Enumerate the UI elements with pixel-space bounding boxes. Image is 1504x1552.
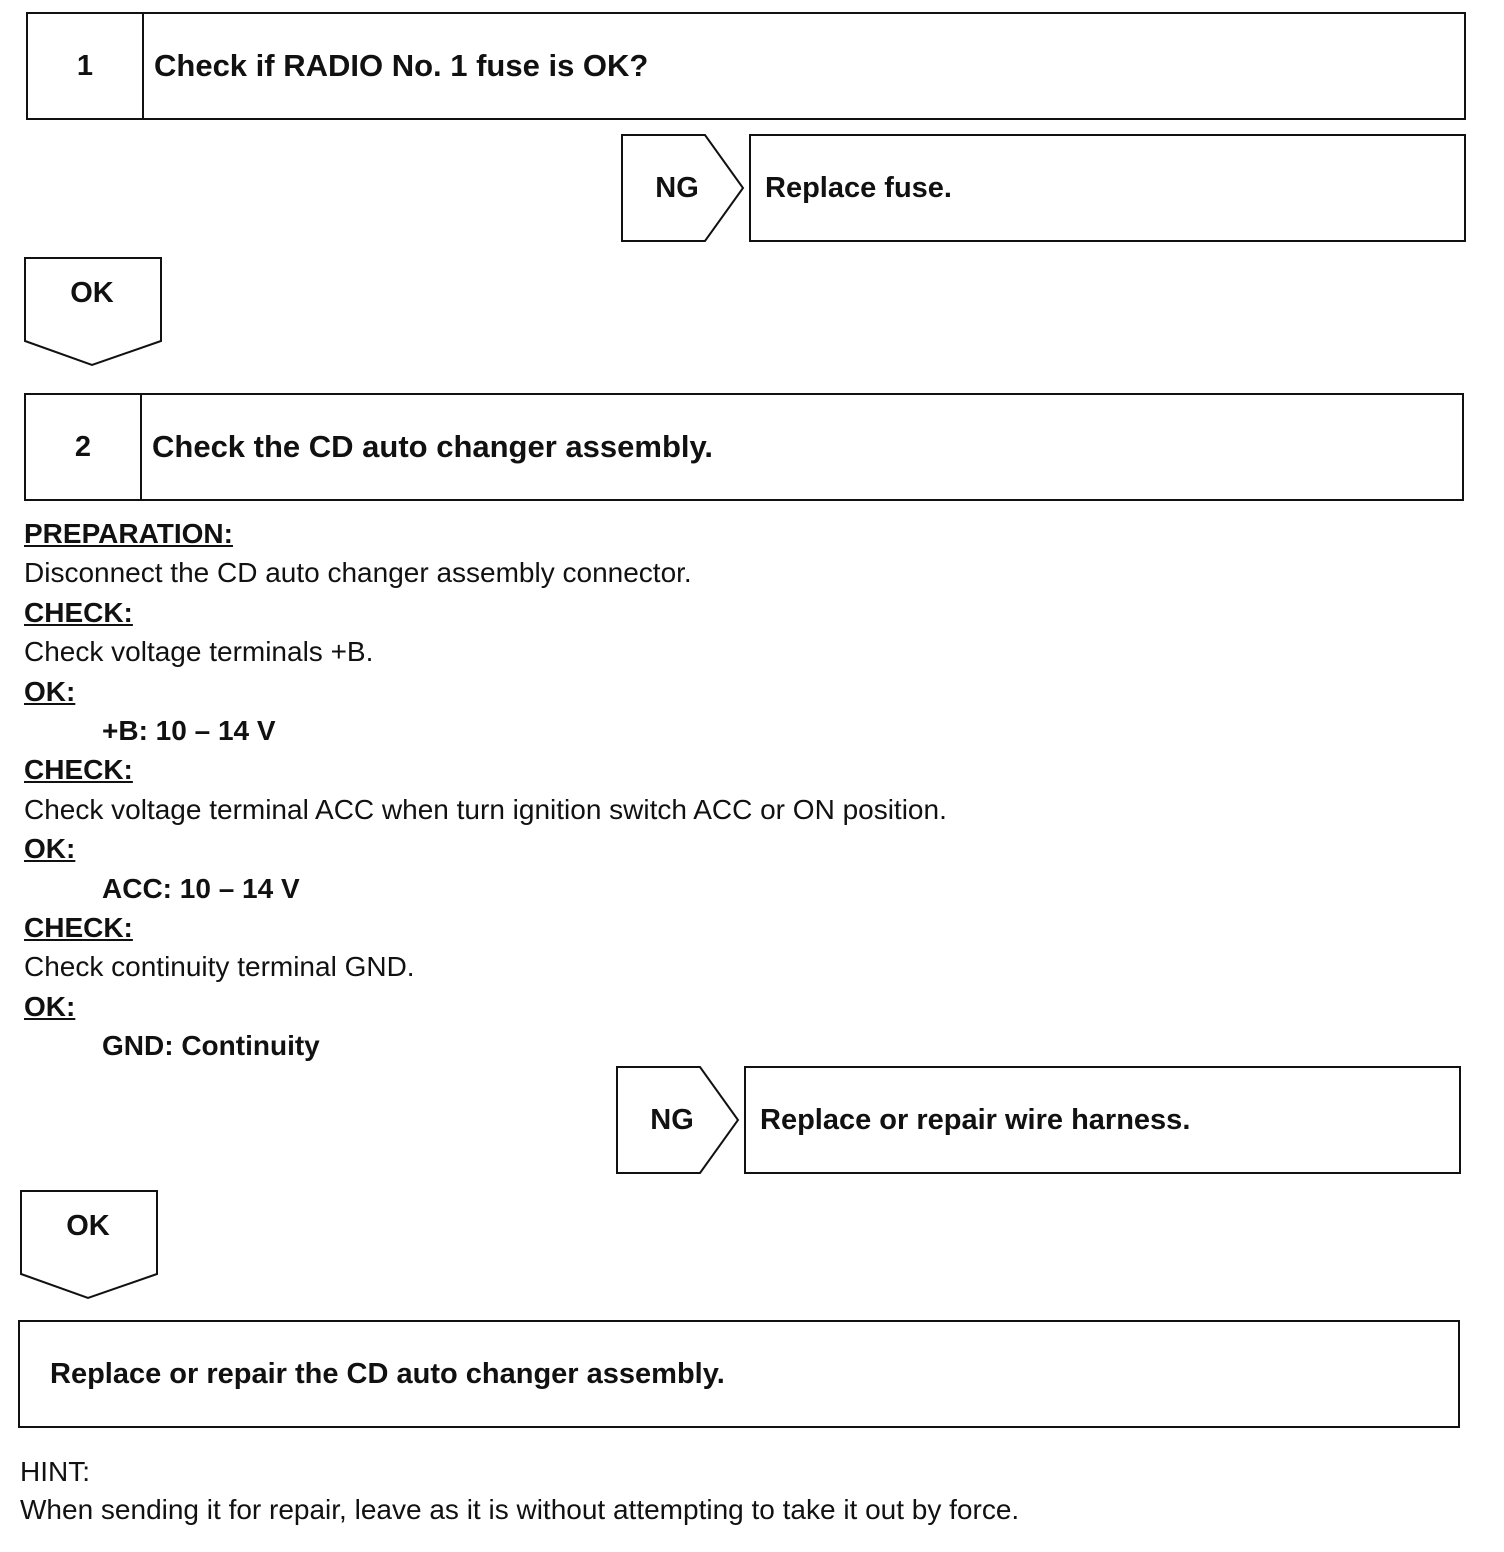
step-1-box bbox=[26, 12, 1466, 120]
ok-heading: OK: bbox=[24, 675, 76, 707]
hint-text: When sending it for repair, leave as it is without attempting to take it out by force. bbox=[20, 1494, 1020, 1525]
check-text: Check continuity terminal GND. bbox=[24, 951, 415, 983]
step-1-ok-label: OK bbox=[70, 277, 114, 309]
ok-arrow-icon bbox=[20, 1190, 160, 1300]
step-2-ng-tag bbox=[616, 1066, 740, 1174]
preparation-text: Disconnect the CD auto changer assembly connector. bbox=[24, 557, 692, 589]
step-1-title: Check if RADIO No. 1 fuse is OK? bbox=[154, 48, 649, 83]
check-heading: CHECK: bbox=[24, 596, 133, 628]
ok-value: +B: 10 – 14 V bbox=[102, 714, 276, 746]
ok-heading: OK: bbox=[24, 833, 76, 865]
step-2-ok-tag bbox=[20, 1190, 160, 1300]
ok-value: GND: Continuity bbox=[102, 1030, 320, 1062]
step-1-ng-result: Replace fuse. bbox=[749, 134, 1466, 242]
final-action-box: Replace or repair the CD auto changer assembly. bbox=[18, 1320, 1460, 1428]
step-1-ng-label: NG bbox=[655, 171, 699, 204]
step-2-number: 2 bbox=[26, 395, 142, 499]
step-2-ng-result: Replace or repair wire harness. bbox=[744, 1066, 1461, 1174]
step-1-ok-tag bbox=[24, 257, 164, 367]
step-2-procedure bbox=[24, 514, 1424, 1065]
step-2-ng-label: NG bbox=[650, 1103, 694, 1136]
hint-label: HINT: bbox=[20, 1456, 90, 1487]
check-heading: CHECK: bbox=[24, 911, 133, 943]
ok-value: ACC: 10 – 14 V bbox=[102, 872, 300, 904]
check-text: Check voltage terminals +B. bbox=[24, 636, 374, 668]
ok-arrow-icon bbox=[24, 257, 164, 367]
preparation-heading: PREPARATION: bbox=[24, 518, 233, 549]
step-1-number: 1 bbox=[28, 14, 144, 118]
check-heading: CHECK: bbox=[24, 754, 133, 786]
step-2-ok-label: OK bbox=[66, 1210, 110, 1242]
step-2-box bbox=[24, 393, 1464, 501]
check-text: Check voltage terminal ACC when turn ignition switch ACC or ON position. bbox=[24, 793, 947, 825]
ok-heading: OK: bbox=[24, 990, 76, 1022]
step-2-title: Check the CD auto changer assembly. bbox=[152, 429, 714, 464]
step-1-ng-tag bbox=[621, 134, 745, 242]
